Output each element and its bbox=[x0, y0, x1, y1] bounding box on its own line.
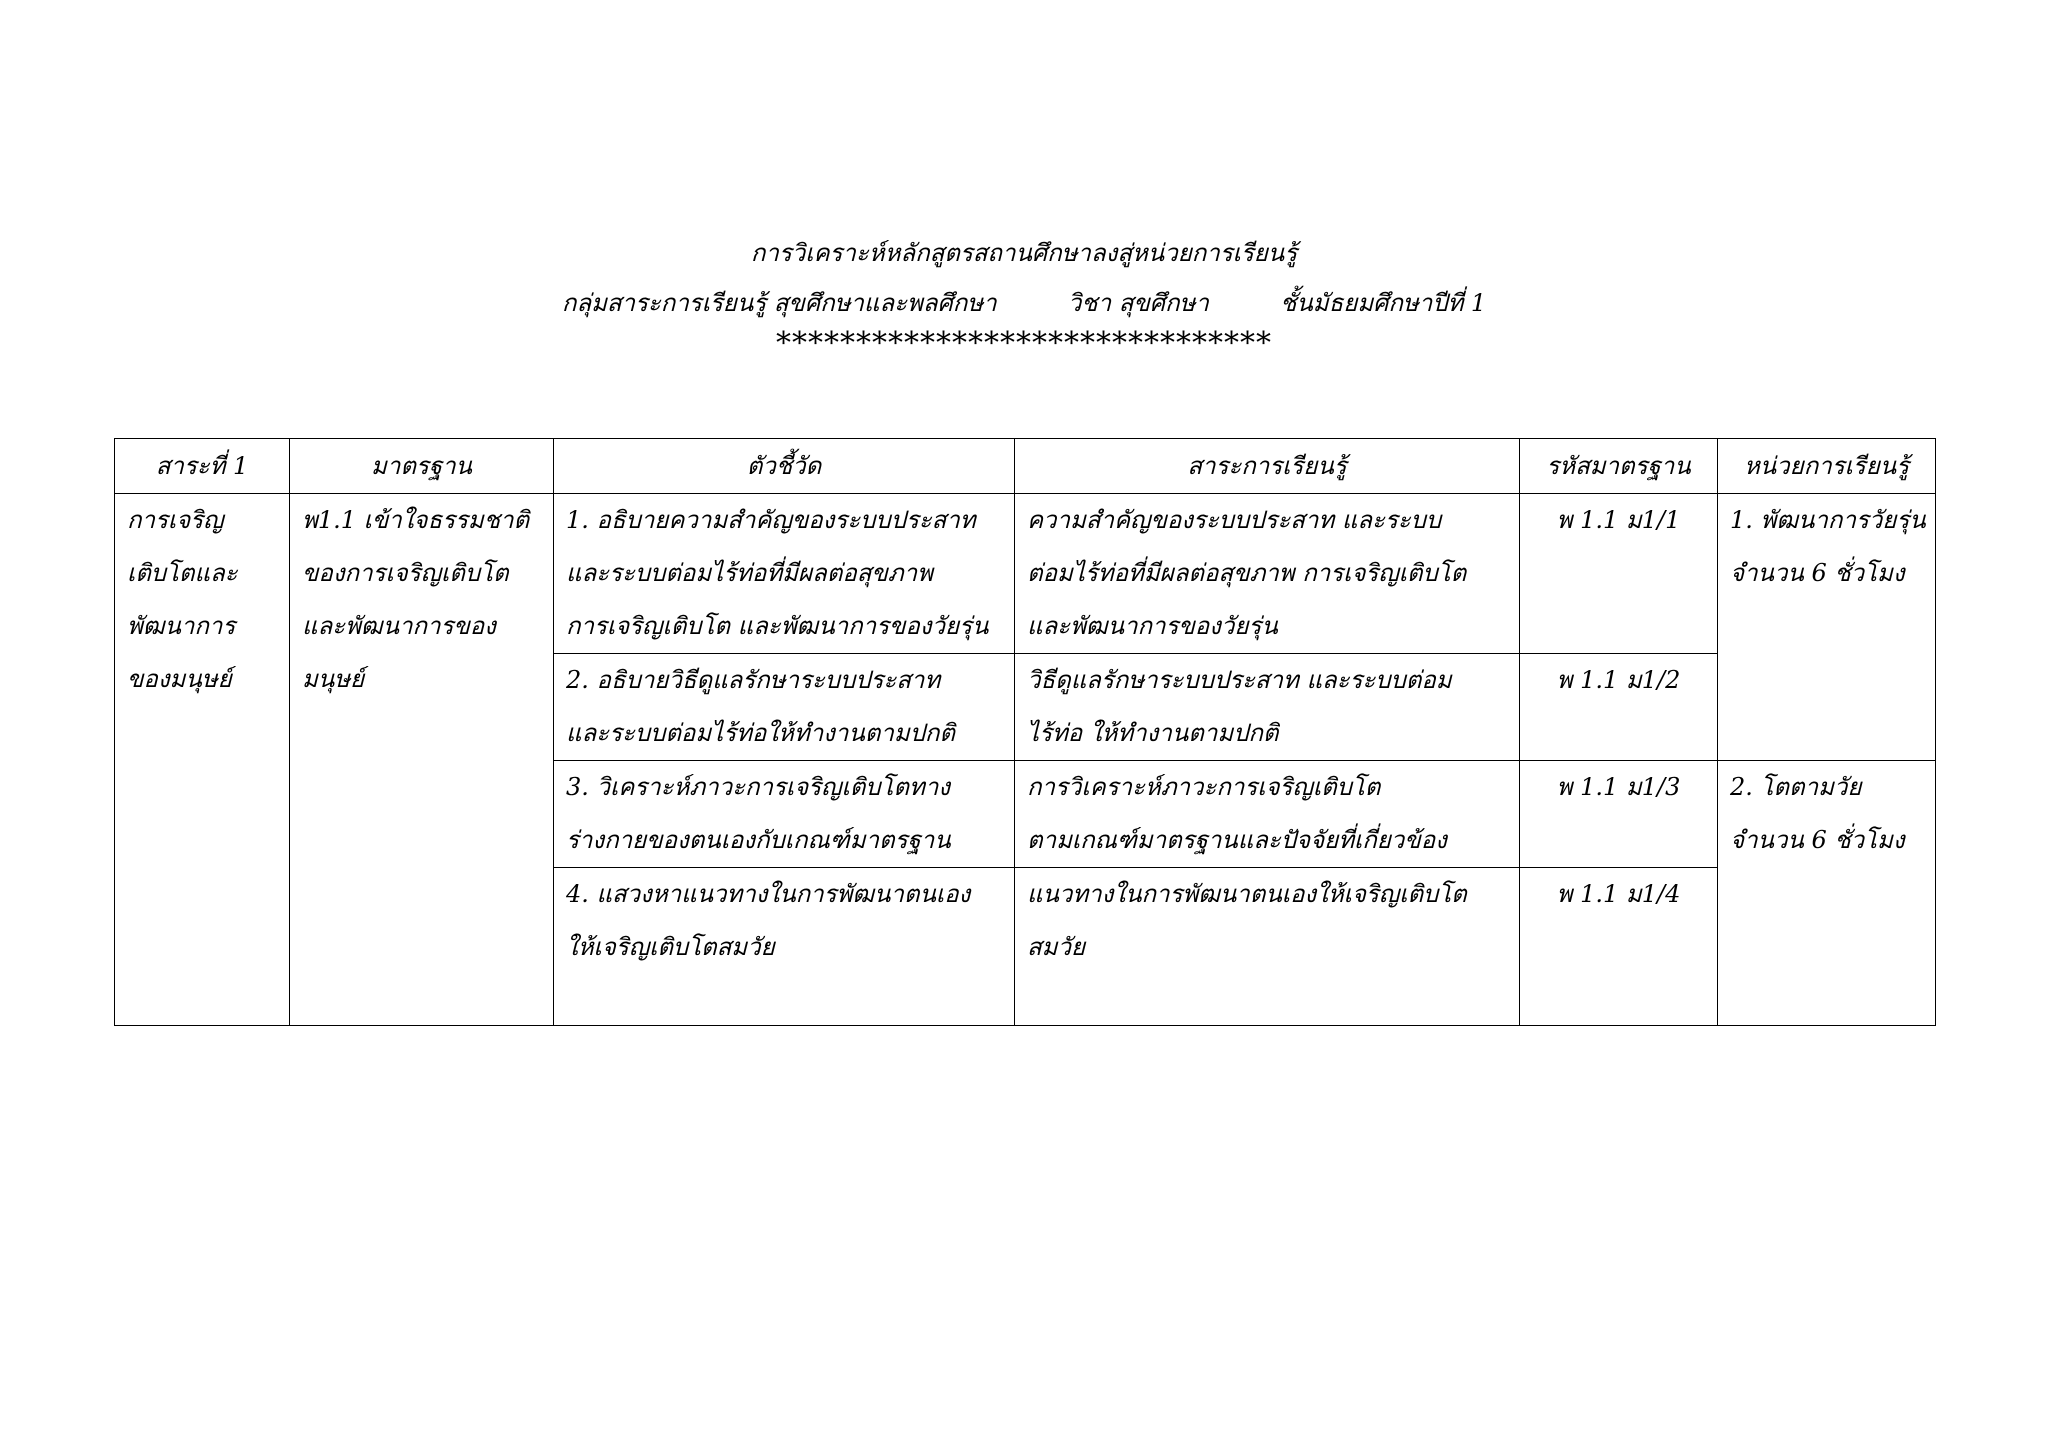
indicator-line: ให้เจริญเติบโตสมวัย bbox=[566, 933, 775, 961]
content-line: ต่อมไร้ท่อที่มีผลต่อสุขภาพ การเจริญเติบโต bbox=[1027, 559, 1467, 587]
indicator-line: 4. แสวงหาแนวทางในการพัฒนาตนเอง bbox=[566, 880, 971, 908]
unit-line: 2. โตตามวัย bbox=[1730, 773, 1862, 801]
indicator-cell bbox=[554, 494, 1015, 654]
learning-unit-cell bbox=[1718, 494, 1936, 761]
curriculum-analysis-table bbox=[114, 438, 1936, 1026]
standard-code-cell: พ 1.1 ม1/4 bbox=[1520, 868, 1718, 1026]
indicator-cell bbox=[554, 868, 1015, 1026]
subtitle-grade-level: ชั้นมัธยมศึกษาปีที่ 1 bbox=[1280, 289, 1487, 317]
content-line: ความสำคัญของระบบประสาท และระบบ bbox=[1027, 506, 1442, 534]
content-line: ไร้ท่อ ให้ทำงานตามปกติ bbox=[1027, 719, 1279, 747]
indicator-line: ร่างกายของตนเองกับเกณฑ์มาตรฐาน bbox=[566, 826, 951, 854]
learning-content-cell bbox=[1015, 654, 1520, 761]
document-subtitle bbox=[0, 278, 2048, 328]
column-header-standard: มาตรฐาน bbox=[290, 439, 554, 494]
standard-line: และพัฒนาการของ bbox=[302, 612, 496, 640]
standard-line: พ1.1 เข้าใจธรรมชาติ bbox=[302, 506, 530, 534]
column-header-standard-code: รหัสมาตรฐาน bbox=[1520, 439, 1718, 494]
standard-cell bbox=[290, 494, 554, 1026]
standard-code-cell: พ 1.1 ม1/2 bbox=[1520, 654, 1718, 761]
strand-line: เติบโตและ bbox=[127, 559, 238, 587]
learning-unit-cell bbox=[1718, 761, 1936, 1026]
content-line: การวิเคราะห์ภาวะการเจริญเติบโต bbox=[1027, 773, 1381, 801]
strand-line: การเจริญ bbox=[127, 506, 224, 534]
learning-content-cell bbox=[1015, 868, 1520, 1026]
column-header-learning-content: สาระการเรียนรู้ bbox=[1015, 439, 1520, 494]
content-line: และพัฒนาการของวัยรุ่น bbox=[1027, 612, 1278, 640]
strand-line: ของมนุษย์ bbox=[127, 665, 232, 693]
unit-line: 1. พัฒนาการวัยรุ่น bbox=[1730, 506, 1926, 534]
standard-line: มนุษย์ bbox=[302, 665, 365, 693]
strand-cell bbox=[115, 494, 290, 1026]
column-header-learning-unit: หน่วยการเรียนรู้ bbox=[1718, 439, 1936, 494]
content-line: วิธีดูแลรักษาระบบประสาท และระบบต่อม bbox=[1027, 666, 1452, 694]
content-line: สมวัย bbox=[1027, 933, 1086, 961]
subtitle-learning-group: กลุ่มสาระการเรียนรู้ สุขศึกษาและพลศึกษา bbox=[561, 289, 997, 317]
indicator-line: 2. อธิบายวิธีดูแลรักษาระบบประสาท bbox=[566, 666, 941, 694]
indicator-line: การเจริญเติบโต และพัฒนาการของวัยรุ่น bbox=[566, 612, 989, 640]
standard-code-cell: พ 1.1 ม1/3 bbox=[1520, 761, 1718, 868]
learning-content-cell bbox=[1015, 494, 1520, 654]
indicator-cell bbox=[554, 761, 1015, 868]
table-header-row bbox=[115, 439, 1936, 494]
indicator-line: และระบบต่อมไร้ท่อให้ทำงานตามปกติ bbox=[566, 719, 956, 747]
standard-code-cell: พ 1.1 ม1/1 bbox=[1520, 494, 1718, 654]
indicator-line: และระบบต่อมไร้ท่อที่มีผลต่อสุขภาพ bbox=[566, 559, 933, 587]
strand-line: พัฒนาการ bbox=[127, 612, 236, 640]
learning-content-cell bbox=[1015, 761, 1520, 868]
unit-line: จำนวน 6 ชั่วโมง bbox=[1730, 826, 1905, 854]
table-row bbox=[115, 494, 1936, 654]
subtitle-subject: วิชา สุขศึกษา bbox=[1067, 289, 1209, 317]
column-header-strand: สาระที่ 1 bbox=[115, 439, 290, 494]
content-line: ตามเกณฑ์มาตรฐานและปัจจัยที่เกี่ยวข้อง bbox=[1027, 826, 1447, 854]
document-header bbox=[0, 228, 2048, 364]
unit-line: จำนวน 6 ชั่วโมง bbox=[1730, 559, 1905, 587]
standard-line: ของการเจริญเติบโต bbox=[302, 559, 509, 587]
content-line: แนวทางในการพัฒนาตนเองให้เจริญเติบโต bbox=[1027, 880, 1467, 908]
star-divider: ******************************* bbox=[776, 326, 1272, 361]
column-header-indicator: ตัวชี้วัด bbox=[554, 439, 1015, 494]
document-title: การวิเคราะห์หลักสูตรสถานศึกษาลงสู่หน่วยการเรียนรู้ bbox=[750, 239, 1298, 267]
indicator-line: 1. อธิบายความสำคัญของระบบประสาท bbox=[566, 506, 976, 534]
indicator-cell bbox=[554, 654, 1015, 761]
indicator-line: 3. วิเคราะห์ภาวะการเจริญเติบโตทาง bbox=[566, 773, 951, 801]
